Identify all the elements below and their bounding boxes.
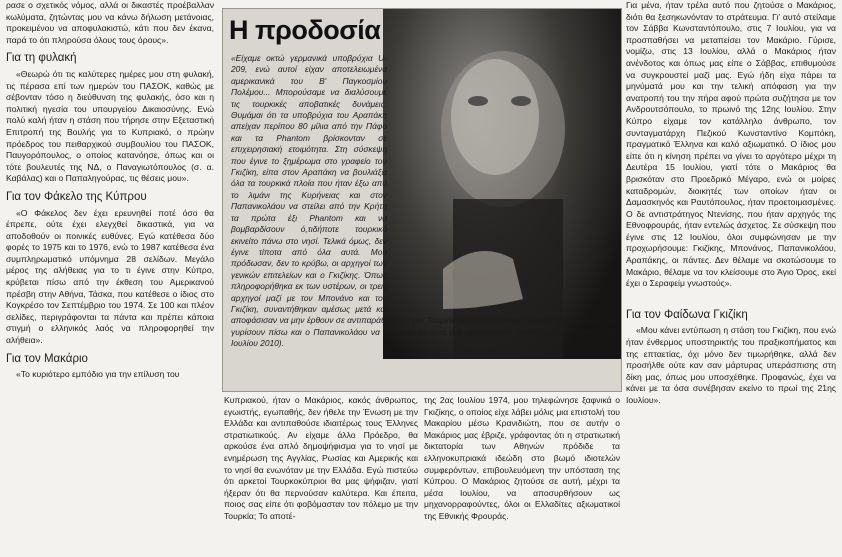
right-paragraph-1: Για μένα, ήταν τρέλα αυτό που ζητούσε ο Μακάριος, διότι θα ξεσηκωνόνταν το στράτευμα. Γι' αυτό στείλαμε τον Σάββα Κωνσταντόπουλο, στις 7 Ιουλίου, για να προσπαθήσει να μεταπείσει τον Μακάριο. Γύρισε, νομίζω, στις 13 Ιουλίου, αλλά ο Μακάριος ήταν ανένδοτος και όπως μας είπε ο Σάββας, επιθυμούσε να συγκρουστεί μαζί μας. Εγώ ήδη είχα πάρει τα μηνύματά μου και την τελική απόφαση για την ανατροπή του την πήρα αφού πρώτα συζήτησα με τον Ανδρουτσόπουλο, το πρωινό της 12ης Ιουλίου. Στην Κύπρο είχαμε τον κατάλληλο άνθρωπο, τον συνταγματάρχη Πεζικού Κωνσταντίνο Κομπόκη, πραγματικό Έλληνα και καλό αξιωματικό. Ο ίδιος μου είπε ότι η κίνηση πρέπει να γίνει το αργότερο μέχρι τη Δευτέρα 15 Ιουλίου, γιατί τότε ο Μακάριος θα βρισκόταν στο Προεδρικό Μέγαρο, ενώ οι μοίρες καταδρομών, διοικητές των οποίων ήταν οι Δαμασκηνός και Ραυτόπουλος, ήταν προετοιμασμένες. Ο δε αντιστράτηγος Ντενίσης, που ήταν αρχηγός της Εθνοφρουράς, ήταν εντελώς άσχετος. Σε σύσκεψη που έγινε στις 12 Ιουλίου, όλοι συμφώνησαν με την προχωρήσουμε: Γκιζίκης, Μπονάνος, Παπανικολάου, Αραπάκης, οι πάντες. Δεν θέλαμε να σκοτώσουμε το Μακάριο, θέλαμε να τον κλείσουμε στο Άγιο Όρος, εκεί έχει ο Σεραφείμ γνωστούς». xyxy=(626,0,836,289)
quote-text-block xyxy=(231,53,615,350)
paragraph-fakelos: «Ο Φάκελος δεν έχει ερευνηθεί ποτέ όσο θα έπρεπε, ούτε έχει ελεγχθεί δικαστικά, για να αποδοθούν οι ποινικές ευθύνες. Εγώ κατέθεσα δύο φορές το 1975 και το 1976, ενώ το 1987 κατέθεσα ένα συμπληρωματικό υπόμνημα 28 σελίδων. Μεγάλο μέρος της αλήθειας για το τι έγινε στην Κύπρο, κρύβεται πίσω από την έκθεση του Αμερικανού πρέσβη στην Αθήνα, Τάσκα, που κατέθεσε ο ίδιος στο Κογκρέσο τον Σεπτέμβριο του 1974. Σε 100 και πλέον σελίδες, περιγράφονται τα πάντα και πρέπει κάποια στιγμή ο ελληνικός λαός να πληροφορηθεί την αλήθεια». xyxy=(6,207,214,346)
paragraph-makarios: «Το κυριότερο εμπόδιο για την επίλυση του xyxy=(16,369,180,380)
middle-column-1 xyxy=(224,395,418,523)
middle-paragraph-1: Κυπριακού, ήταν ο Μακάριος, κακός άνθρωπος, εγωιστής, εγωπαθής, δεν ήθελε την Ένωση με την Ελλάδα και αντιπαθούσε ιδιαιτέρως τους Έλληνες στρατιωτικούς. Αν είχαμε άλλο Πρόεδρο, θα αρκούσε ένα απλό δημοψήφισμα για το νησί με ενημέρωση της Αγγλίας, Ρωσίας και Αμερικής και το νησί θα ενωνόταν με την Ελλάδα. Εγώ πιστεύω ότι αρκετοί Τουρκοκύπριοι θα μας ψήφιζαν, γιατί ήξεραν ότι θα περνούσαν καλύτερα. Και έπειτα, ποιος σας είπε ότι φοβόμασταν τον πόλεμο με την Τουρκία; Το αποτέ- xyxy=(224,395,418,521)
middle-column-2 xyxy=(424,395,620,523)
paragraph-gizikis: «Μου κάνει εντύπωση η στάση του Γκιζίκη, που ενώ ήταν ένθερμος υποστηρικτής του πραξικοπήματος και της επταετίας, όχι μόνο δεν τιμωρήθηκε, αλλά δεν προσήλθε ούτε καν σαν μάρτυρας υπεράσπισης στη δίκη μας, όπως μου υποσχέθηκε. Προφανώς, έχει να κάνει με τα όσα συνέβησαν εκείνο το πρωί της 21ης Ιουλίου». xyxy=(626,325,836,405)
heading-gizikis: Για τον Φαίδωνα Γκιζίκη xyxy=(626,308,748,321)
quote-text: «Είχαμε οκτώ γερμανικά υποβρύχια U-209, ενώ αυτοί είχαν αποτελειωμένα αμερικανικά του Β' Παγκοσμίου Πολέμου... Μπορούσαμε να διαλύσουμε τις τουρκικές αποβατικές δυνάμεις. Θυμάμαι ότι τα υποβρύχια του Αραπάκη απείχαν περίπου 80 μίλια από την Πάφο και τα Phantom βρίσκονταν σε επιχειρησιακή ετοιμότητα. Στη σύσκεψη που έγινε το ξημέρωμα στο γραφείο του Γκιζίκη, είπα στον Αραπάκη να βουλιάξει όλα τα τουρκικά πλοία που ήταν έξω από το λιμάνι της Κυρήνειας και στον Παπανικολάου να στείλει από την Κρήτη τα πρώτα έξι Phantom και να βομβαρδίσουν ό,τιδήποτε τουρκικό εκινείτο πάνω στο νησί. Τελικά όμως, δεν έγινε τίποτα από όλα αυτά. Μου πρόδωσαν, δεν το κρύβω, οι αρχηγοί των γενικών επιτελείων και ο Γκιζίκης. Όπως πληροφορήθηκα εκ των υστέρων, οι τρεις αρχηγοί μαζί με τον Μπονάνο και τον Γκιζίκη, συναντήθηκαν αμέσως μετά και αποφάσισαν να μην έρθουν σε αντιπαράθεση με την Τουρκία, ενώ ο Αραπάκης διέταξε τα υποβρύχια να γυρίσουν πίσω και ο Παπανικολάου να μη σηκωθεί ούτε ένα αεροπλάνο». xyxy=(231,53,615,337)
intro-paragraph: ρασε ο σχετικός νόμος, αλλά οι δικαστές προέβαλλαν κωλύματα, ζητώντας μου να κάνω δήλωση μετάνοιας, προκειμένου να αποφυλακιστώ, κάτι που δεν έκανα, παρά το ότι πληρούσα όλους τους όρους». xyxy=(6,0,214,45)
right-column xyxy=(626,0,836,407)
quote-box xyxy=(222,8,622,392)
middle-paragraph-2: της 2ας Ιουλίου 1974, μου τηλεφώνησε ξαφνικά ο Γκιζίκης, ο οποίος είχε λάβει μόλις μια επιστολή του Μακαρίου μέσω Κρανιδιώτη, που σε αυτήν ο Μακάριος μας έβριζε, γράφοντας ότι η στρατιωτική δικτατορία των Αθηνών πρόδιδε τα ελληνοκυπριακά ιδεώδη στο βωμό ιδιοτελών συμφερόντων, επιβουλευόμενη την υπόσταση της Κύπρου. Ο Μακάριος ζητούσε σε αυτή, μέχρι τα μέσα Ιουλίου, να αποσυρθήσουν ως μηχανορραφούντες, όλοι οι Ελλαδίτες αξιωματικοί της Εθνικής Φρουράς. xyxy=(424,395,620,521)
left-column xyxy=(6,0,214,381)
heading-makarios: Για τον Μακάριο xyxy=(6,352,88,365)
paragraph-fylaki: «Θεωρώ ότι τις καλύτερες ημέρες μου στη φυλακή, τις πέρασα επί των ημερών του ΠΑΣΟΚ, καθώς με σέβονταν τόσο η διεύθυνση της φυλακής, όσο και η πολιτική ηγεσία του υπουργείου Δικαιοσύνης. Ενώ πολύ καλή ήταν η στάση που τήρησε στην Εξεταστική Επιτροπή της Βουλής για το Κυπριακό, ο πρώην πρόεδρος του πειθαρχικού συμβουλίου του ΠΑΣΟΚ, Παυγορόπουλος, ο οποίος κατανόησε, όπως και οι τότε βουλευτές της ΝΔ, ο Παναγιωτόπουλος (σ. α. Καβάλας) και ο Παπαληγούρας, τις θέσεις μου». xyxy=(6,68,214,184)
heading-fylaki: Για τη φυλακή xyxy=(6,52,77,65)
quote-source: («Αδέσμευτος Τύπος», 25 Ιουλίου 2010). xyxy=(231,326,615,349)
box-title: Η προδοσία xyxy=(229,15,381,45)
heading-fakelos: Για τον Φάκελο της Κύπρου xyxy=(6,190,147,203)
